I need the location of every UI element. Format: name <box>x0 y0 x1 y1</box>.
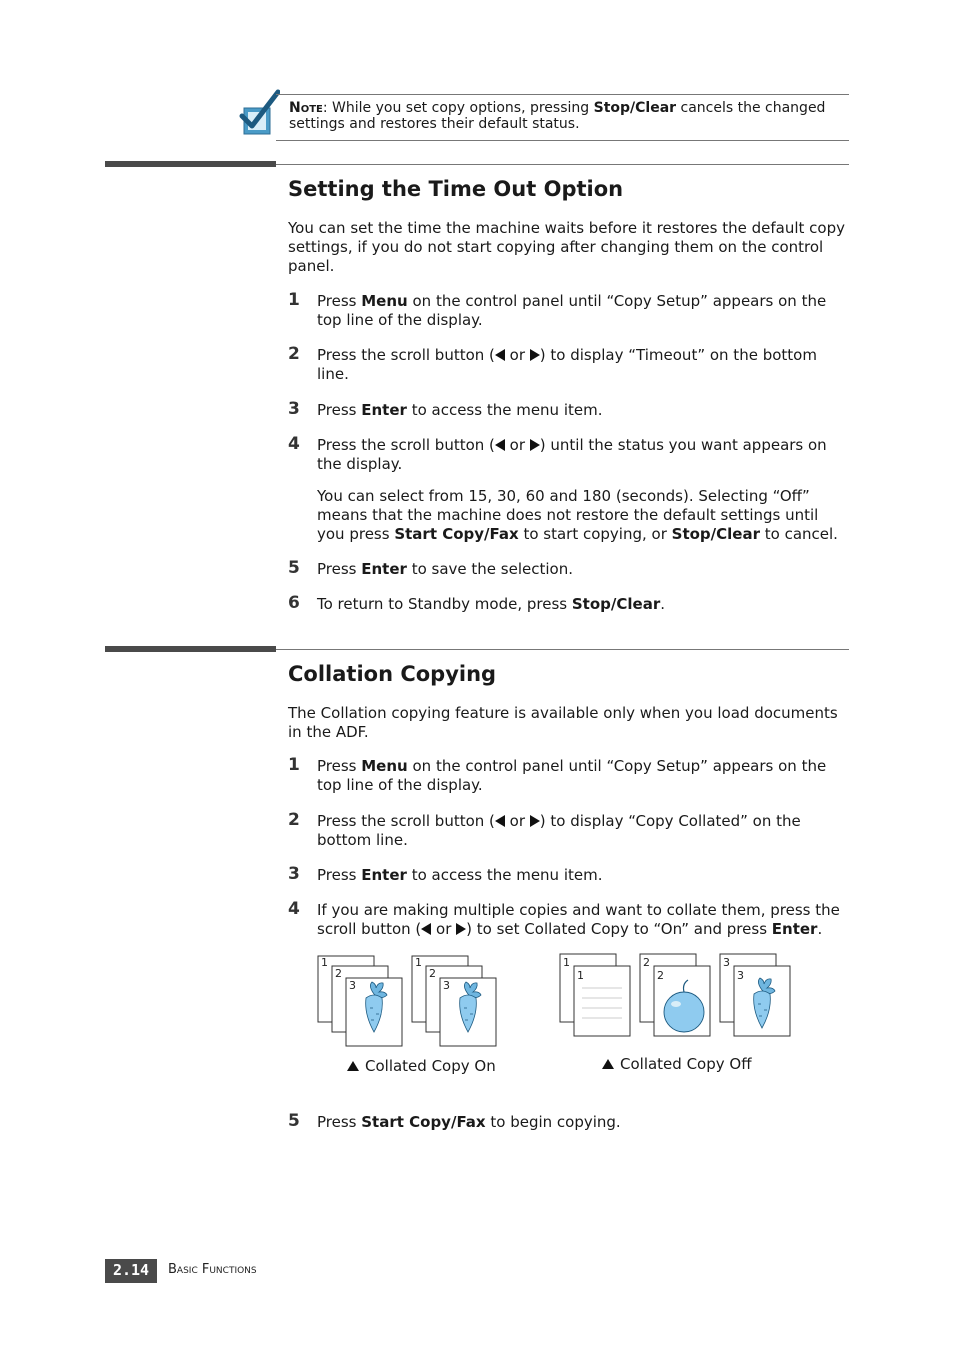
page-number: 3 <box>737 969 744 982</box>
step-number: 5 <box>288 1111 300 1131</box>
step-number: 1 <box>288 755 300 775</box>
right-arrow-icon <box>456 923 466 935</box>
collated-set-2 <box>412 956 496 1046</box>
page-number: 1 <box>321 956 328 969</box>
up-triangle-icon <box>602 1059 614 1069</box>
step-number: 2 <box>288 344 300 364</box>
step-number: 5 <box>288 558 300 578</box>
uncollated-stack-2 <box>640 954 710 1036</box>
note-icon-wrap <box>238 88 280 138</box>
page-number: 1 <box>577 969 584 982</box>
step-text: Press the scroll button ( or ) until the status you want appears on the display. <box>317 436 827 473</box>
step-text: Press the scroll button ( or ) to display “Copy Collated” on the bottom line. <box>317 812 801 849</box>
uncollated-stack-1 <box>560 954 630 1036</box>
section-bar <box>105 161 276 167</box>
page-number: 1 <box>415 956 422 969</box>
step-number: 1 <box>288 290 300 310</box>
section-title: Setting the Time Out Option <box>288 177 624 201</box>
page-number: 2 <box>429 967 436 980</box>
page-number: 2 <box>643 956 650 969</box>
page-number: 2 <box>335 967 342 980</box>
section-bar <box>105 646 276 652</box>
page-number: 3 <box>723 956 730 969</box>
step-text: Press Enter to access the menu item. <box>317 401 603 419</box>
step-text: Press Menu on the control panel until “Copy Setup” appears on the top line of the display. <box>317 757 827 794</box>
right-arrow-icon <box>530 815 540 827</box>
step-text: Press Menu on the control panel until “Copy Setup” appears on the top line of the display. <box>317 292 827 329</box>
footer-chapter-title: Basic Functions <box>168 1262 257 1277</box>
left-arrow-icon <box>495 815 505 827</box>
page-number: 2 <box>657 969 664 982</box>
step-text: If you are making multiple copies and want to collate them, press the scroll button ( or ) to set Collated Copy to “On” and press Enter. <box>317 901 840 938</box>
caption-collated-off: Collated Copy Off <box>602 1055 752 1074</box>
page-number-badge: 2.14 <box>105 1259 157 1283</box>
step-text: Press Enter to access the menu item. <box>317 866 603 884</box>
section-rule <box>276 164 849 165</box>
note-bottom-rule <box>276 140 849 141</box>
right-arrow-icon <box>530 349 540 361</box>
section-title: Collation Copying <box>288 662 497 686</box>
step-number: 2 <box>288 810 300 830</box>
collated-set-1 <box>318 956 402 1046</box>
note-label: Note <box>289 100 323 116</box>
page-number: 3 <box>349 979 356 992</box>
step-text: Press Start Copy/Fax to begin copying. <box>317 1113 621 1131</box>
up-triangle-icon <box>347 1061 359 1071</box>
collation-illustration <box>310 948 810 1048</box>
step-text: Press Enter to save the selection. <box>317 560 573 578</box>
section-intro: The Collation copying feature is available only when you load documents in the ADF. <box>288 704 838 741</box>
step-number: 3 <box>288 399 300 419</box>
uncollated-stack-3 <box>720 954 790 1036</box>
section-intro: You can set the time the machine waits before it restores the default copy settings, if you do not start copying after changing them on the control panel. <box>288 219 845 275</box>
step-text: Press the scroll button ( or ) to display “Timeout” on the bottom line. <box>317 346 817 383</box>
page-number: 3 <box>443 979 450 992</box>
step-number: 4 <box>288 899 300 919</box>
right-arrow-icon <box>530 439 540 451</box>
checkmark-note-icon <box>238 88 280 138</box>
step-number: 6 <box>288 593 300 613</box>
step-detail: You can select from 15, 30, 60 and 180 (seconds). Selecting “Off” means that the machine does not restore the default settings until you press Start Copy/Fax to start copying, or Stop/Clear to cancel. <box>317 487 838 543</box>
step-number: 4 <box>288 434 300 454</box>
note-text: Note: While you set copy options, pressing Stop/Clear cancels the changed settings and restores their default status. <box>289 100 826 132</box>
step-text: To return to Standby mode, press Stop/Clear. <box>317 595 665 613</box>
left-arrow-icon <box>495 439 505 451</box>
caption-collated-on: Collated Copy On <box>347 1057 496 1076</box>
step-number: 3 <box>288 864 300 884</box>
page-number: 1 <box>563 956 570 969</box>
section-rule <box>276 649 849 650</box>
left-arrow-icon <box>421 923 431 935</box>
note-top-rule <box>276 94 849 95</box>
left-arrow-icon <box>495 349 505 361</box>
